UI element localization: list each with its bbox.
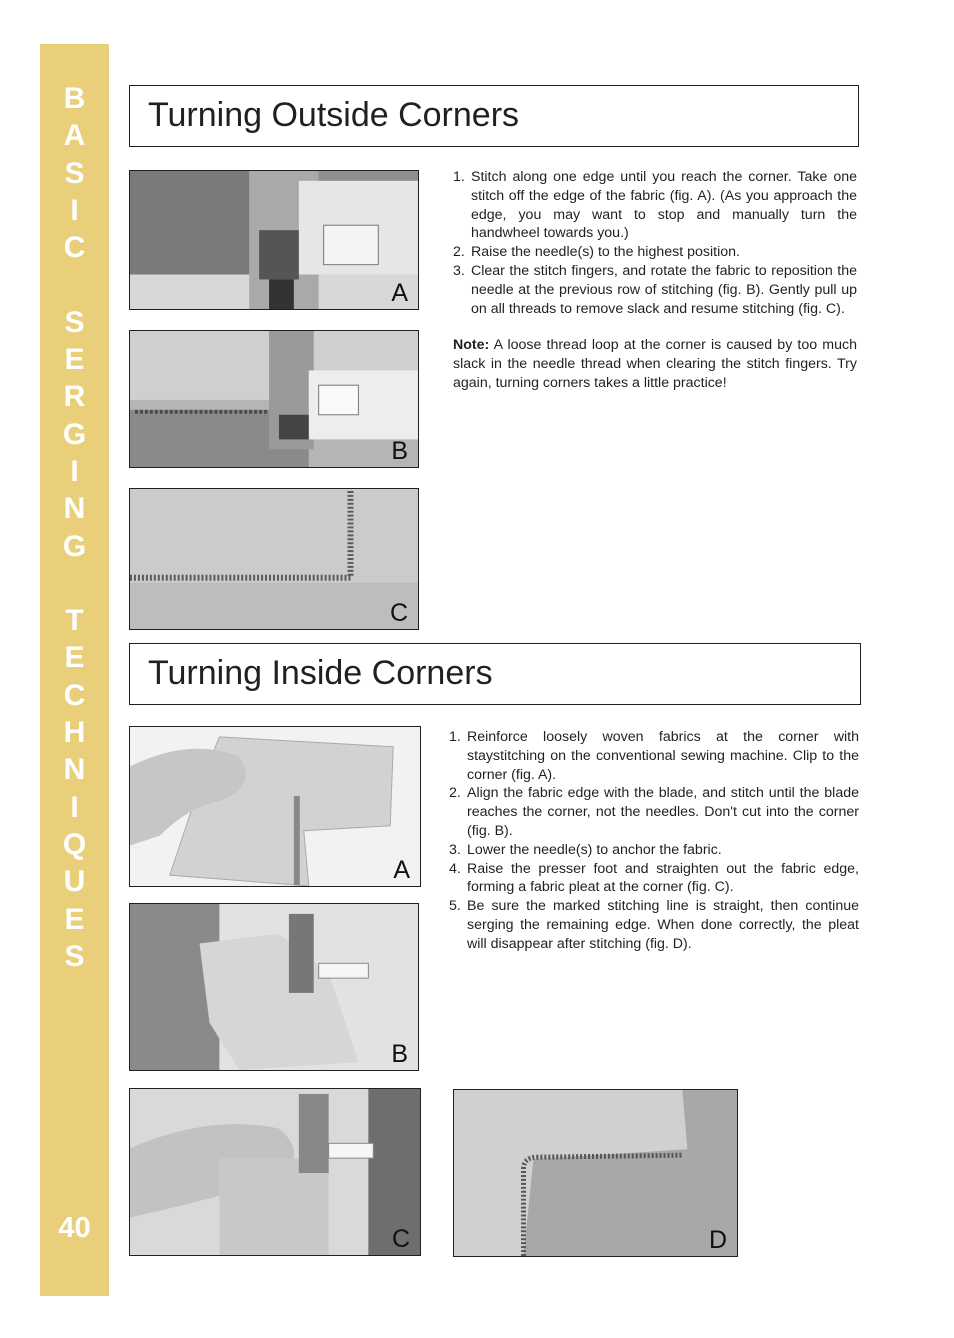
step-text: Align the fabric edge with the blade, and stitch until the blade reaches the corner, not the needles. Don't cut into the corner (fig. B). [467,785,859,839]
figure-label: D [708,1226,727,1254]
inside-corners-title: Turning Inside Corners [148,654,493,692]
serger-photo-image [130,171,418,309]
step-number: 2. [453,244,465,261]
instruction-step [449,728,859,784]
section-title-letter: G [62,529,87,563]
step-text: Lower the needle(s) to anchor the fabric. [467,841,722,858]
section-title-letter: C [63,231,86,265]
section-title-letter: I [70,193,79,227]
outside-photo-a [129,170,419,310]
instruction-step [449,841,859,860]
outside-instructions [453,168,857,393]
section-title-letter: T [65,604,84,638]
step-number: 4. [449,860,461,877]
instruction-step [449,784,859,840]
inside-photo-a [129,726,421,887]
figure-label: B [391,437,408,465]
section-title-letter: S [64,305,85,339]
inside-steps-list [449,728,859,954]
section-title-letter: U [63,865,86,899]
figure-label: C [389,599,408,627]
page-number: 40 [58,1212,91,1244]
step-number: 3. [453,262,465,279]
step-text: Be sure the marked stitching line is straight, then continue serging the remaining edge. When done correctly, the pleat will disappear after stitching (fig. D). [467,898,859,952]
figure-label: A [391,279,408,307]
step-text: Clear the stitch fingers, and rotate the fabric to reposition the needle at the previous row of stitching (fig. B). Gently pull up on all threads to remove slack and resume stitching (fig. C). [471,262,857,317]
outside-corners-title: Turning Outside Corners [148,96,520,134]
step-number: 3. [449,841,461,858]
section-title-letter: N [63,492,86,526]
fabric-photo-image [454,1090,737,1256]
section-title-letter [70,565,78,602]
outside-photo-b [129,330,419,468]
inside-photo-b [129,903,419,1071]
section-title-letter: Q [62,827,87,861]
section-title-letter: E [64,902,85,936]
section-title-letter: H [63,716,86,750]
section-title-letter: B [63,82,86,115]
instruction-step [453,243,857,262]
step-number: 2. [449,785,461,802]
outside-photo-c [129,488,419,630]
figure-label: C [391,1225,410,1253]
step-text: Stitch along one edge until you reach the corner. Take one stitch off the edge of the fabric (fig. A). (As you approach the edge, you may want to stop and manually turn the handwheel towards you.) [471,169,857,242]
section-title-letter: E [64,343,85,377]
section-title-letter: G [62,417,87,451]
instruction-step [449,860,859,898]
section-title-letter: I [70,454,79,488]
section-title-letter [70,266,78,303]
section-title-letter: N [63,753,86,787]
hand-photo-image [130,727,420,886]
note-label: Note: [453,337,490,354]
instruction-step [453,168,857,243]
serger-photo-image [130,331,418,467]
section-title-letter: I [70,790,79,824]
inside-corners-header [129,643,861,705]
instruction-step [449,897,859,953]
outside-corners-header [129,85,859,147]
section-title-letter: S [64,939,85,973]
section-title-letter: E [64,641,85,675]
serger-photo-image [130,1089,420,1255]
section-title-vertical [40,80,109,975]
section-sidebar [40,44,109,1296]
step-text: Raise the needle(s) to the highest position. [471,244,740,261]
step-text: Reinforce loosely woven fabrics at the corner with staystitching on the conventional sewing machine. Clip to the corner (fig. A). [467,729,859,783]
outside-note [453,336,857,392]
figure-label: B [391,1040,408,1068]
outside-steps-list [453,168,857,318]
section-title-letter: C [63,678,86,712]
instruction-step [453,262,857,318]
note-text: A loose thread loop at the corner is caused by too much slack in the needle thread when clearing the stitch fingers. Try again, turning corners takes a little practice! [453,337,857,391]
step-number: 1. [449,729,461,745]
inside-photo-c [129,1088,421,1256]
section-title-letter: A [63,119,86,153]
step-number: 1. [453,169,465,185]
inside-instructions [449,728,859,954]
fabric-photo-image [130,489,418,629]
serger-photo-image [130,904,418,1070]
step-text: Raise the presser foot and straighten out the fabric edge, forming a fabric pleat at the corner (fig. C). [467,860,859,896]
section-title-letter: R [63,380,86,414]
figure-label: A [393,856,410,884]
section-title-letter: S [64,156,85,190]
step-number: 5. [449,898,461,915]
inside-photo-d [453,1089,738,1257]
